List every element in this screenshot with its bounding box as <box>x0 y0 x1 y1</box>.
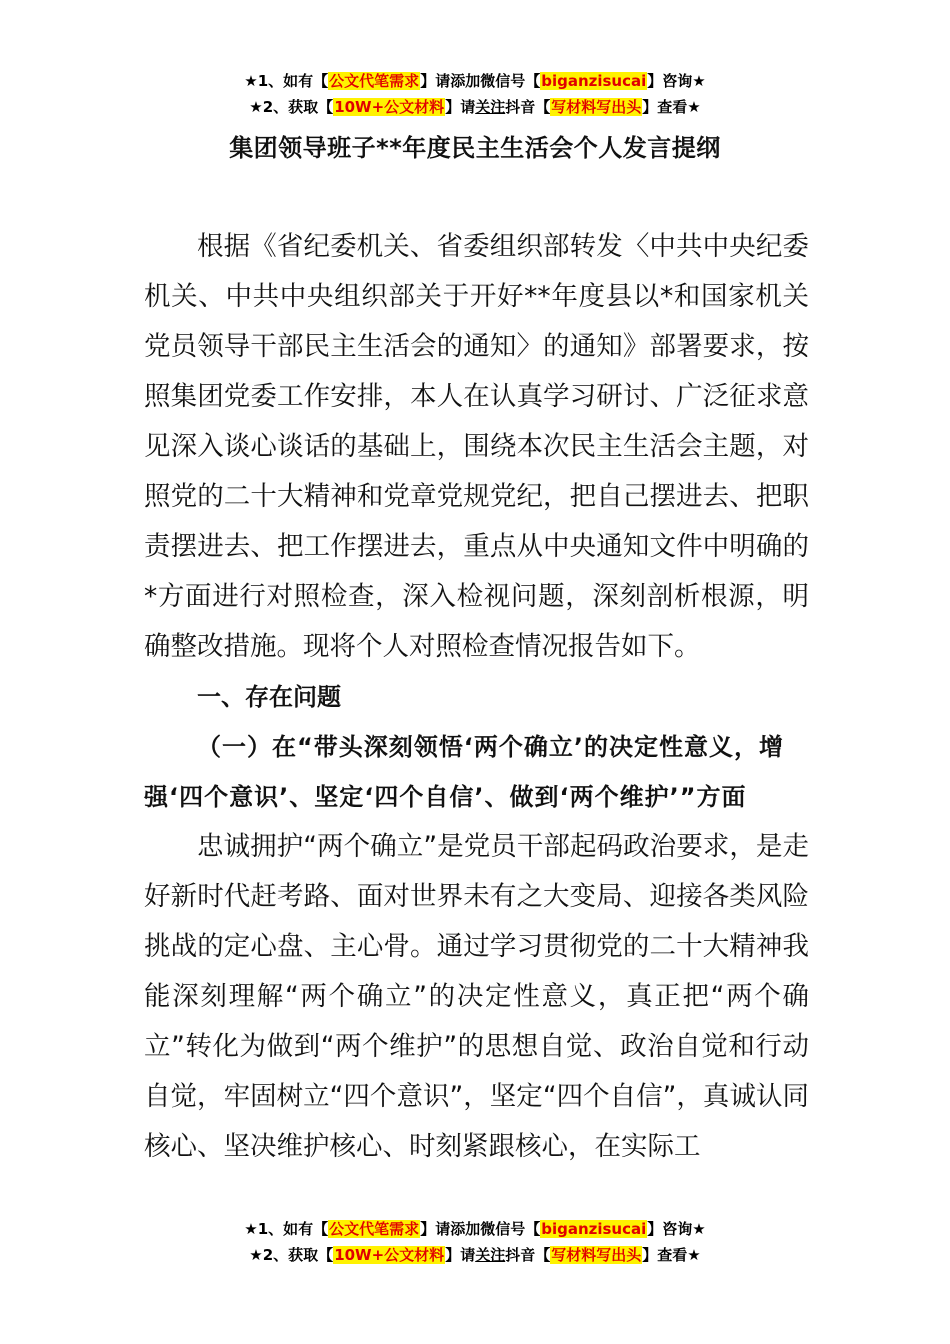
promo-text: 】请添加微信号【 <box>420 1220 541 1238</box>
promo-text: ★1、如有【 <box>244 1220 329 1238</box>
promo-text: 】请 <box>445 1246 476 1264</box>
promo-text-underlined: 关注 <box>475 1246 506 1264</box>
promo-text: ★1、如有【 <box>244 72 329 90</box>
promo-line-2 <box>0 94 950 120</box>
document-body <box>144 222 809 1172</box>
promo-text: 】查看★ <box>642 98 701 116</box>
promo-text: ★2、获取【 <box>249 1246 334 1264</box>
promo-highlight: 公文代笔需求 <box>329 1220 420 1238</box>
document-title: 集团领导班子**年度民主生活会个人发言提纲 <box>229 134 721 162</box>
subsection-heading: （一）在“带头深刻领悟‘两个确立’的决定性意义，增强‘四个意识’、坚定‘四个自信’、做到‘两个维护’”方面 <box>144 733 785 811</box>
promo-highlight: 10W+公文材料 <box>334 1246 445 1264</box>
promo-highlight: 公文代笔需求 <box>329 72 420 90</box>
promo-text-underlined: 关注 <box>475 98 506 116</box>
promo-text: 】咨询★ <box>647 1220 706 1238</box>
douyin-id-highlight: 写材料写出头 <box>551 98 642 116</box>
promo-text: 】咨询★ <box>647 72 706 90</box>
body-paragraph: 忠诚拥护“两个确立”是党员干部起码政治要求，是走好新时代赶考路、面对世界未有之大变局、迎接各类风险挑战的定心盘、主心骨。通过学习贯彻党的二十大精神我能深刻理解“两个确立”的决定性意义，真正把“两个确立”转化为做到“两个维护”的思想自觉、政治自觉和行动自觉，牢固树立“四个意识”，坚定“四个自信”，真诚认同核心、坚决维护核心、时刻紧跟核心，在实际工 <box>144 831 809 1162</box>
douyin-id-highlight: 写材料写出头 <box>551 1246 642 1264</box>
promo-text: 】查看★ <box>642 1246 701 1264</box>
promo-text: ★2、获取【 <box>249 98 334 116</box>
promo-text: 】请添加微信号【 <box>420 72 541 90</box>
promo-line-1 <box>0 68 950 94</box>
promo-text: 抖音【 <box>505 98 551 116</box>
wechat-id-highlight: biganzisucai <box>541 1220 647 1238</box>
promo-line-2 <box>0 1242 950 1268</box>
promo-highlight: 10W+公文材料 <box>334 98 445 116</box>
promo-text: 抖音【 <box>505 1246 551 1264</box>
bottom-promo-banner <box>0 1216 950 1268</box>
promo-text: 】请 <box>445 98 476 116</box>
top-promo-banner <box>0 68 950 120</box>
section-heading: 一、存在问题 <box>197 683 341 711</box>
wechat-id-highlight: biganzisucai <box>541 72 647 90</box>
promo-line-1 <box>0 1216 950 1242</box>
intro-paragraph: 根据《省纪委机关、省委组织部转发〈中共中央纪委机关、中共中央组织部关于开好**年度县以*和国家机关党员领导干部民主生活会的通知〉的通知》部署要求，按照集团党委工作安排，本人在认真学习研讨、广泛征求意见深入谈心谈话的基础上，围绕本次民主生活会主题，对照党的二十大精神和党章党规党纪，把自己摆进去、把职责摆进去、把工作摆进去，重点从中央通知文件中明确的*方面进行对照检查，深入检视问题，深刻剖析根源，明确整改措施。现将个人对照检查情况报告如下。 <box>144 231 809 662</box>
